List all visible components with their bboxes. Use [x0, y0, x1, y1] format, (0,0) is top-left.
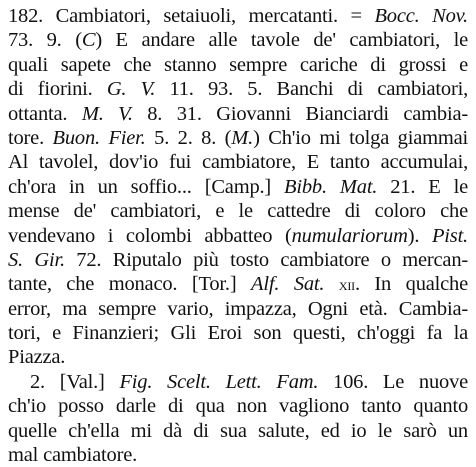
citation-abbreviation: Bibb. Mat. — [284, 175, 378, 198]
text-line — [8, 224, 468, 248]
roman-numeral: xii — [338, 274, 355, 295]
text-span: 21. E le — [377, 175, 468, 198]
text-line — [8, 150, 468, 174]
text-span: ). — [407, 224, 432, 247]
text-line — [8, 4, 468, 28]
text-span: vendevano i colombi abbatteo ( — [8, 224, 292, 247]
text-line — [8, 199, 468, 223]
text-span: tante, che monaco. [Tor.] — [8, 273, 252, 296]
text-span: di fiorini. — [8, 78, 107, 101]
text-span: ) Ch'io mi tolga giammai — [253, 126, 468, 149]
citation-abbreviation: Fig. Scelt. Lett. Fam. — [119, 370, 319, 393]
text-span: 11. 93. 5. Banchi di cambiatori, — [155, 78, 468, 101]
text-span: Al tavolel, dov'io fui cambiatore, E tanto accumulai, — [8, 151, 468, 174]
text-span: mal cambiatore. — [8, 444, 138, 467]
text-line — [8, 443, 468, 467]
citation-abbreviation: Alf. Sat. — [251, 273, 325, 296]
citation-abbreviation: M. V. — [81, 102, 133, 125]
text-span: . In qualche — [354, 273, 468, 296]
text-line — [8, 297, 468, 321]
text-span: tori, e Finanzieri; Gli Eroi son questi, ch'oggi fa la — [8, 322, 468, 345]
text-line — [8, 126, 468, 150]
text-span: 106. Le nuove — [318, 370, 468, 393]
text-line — [8, 345, 468, 369]
text-span: 182. Cambiatori, setaiuoli, mercatanti. = — [8, 5, 375, 27]
text-span: ) E andare alle tavole de' cambiatori, le — [95, 29, 468, 52]
text-line — [8, 272, 468, 296]
dictionary-entry — [8, 4, 468, 467]
text-span: 5. 2. 8. ( — [145, 126, 232, 149]
citation-abbreviation: C — [81, 29, 96, 52]
text-span: 2. [Val.] — [30, 370, 120, 393]
text-span: ch'ora in un soffio... [Camp.] — [8, 175, 285, 198]
text-span — [324, 273, 339, 295]
text-span: 8. 31. Giovanni Bianciardi cambia- — [132, 102, 468, 125]
text-line — [8, 175, 468, 199]
citation-abbreviation: Buon. Fier. — [52, 126, 146, 149]
text-span: 72. Riputalo più tosto cambiatore o mercan- — [64, 248, 468, 271]
text-line — [8, 28, 468, 52]
text-line — [8, 321, 468, 345]
text-span: quelle ch'ella mi dà di sua salute, ed io le sarò un — [8, 419, 468, 442]
text-span: mense de' cambiatori, e le cattedre di coloro che — [8, 200, 468, 223]
text-line — [8, 53, 468, 77]
citation-abbreviation: M. — [231, 126, 254, 149]
citation-abbreviation: S. Gir. — [8, 248, 65, 271]
text-line — [8, 419, 468, 443]
text-span: error, ma sempre vario, impazza, Ogni età. Cambia- — [8, 297, 468, 320]
citation-abbreviation: G. V. — [106, 78, 156, 101]
text-line — [8, 370, 468, 394]
text-line — [8, 394, 468, 418]
citation-abbreviation: numulariorum — [291, 224, 408, 247]
text-span: quali sapete che stanno sempre cariche di grossi e — [8, 53, 468, 76]
citation-abbreviation: Bocc. Nov. — [374, 5, 468, 27]
text-span: tore. — [8, 126, 53, 149]
text-span: ottanta. — [8, 102, 82, 125]
text-span: 73. 9. ( — [8, 29, 82, 52]
text-span: ch'io posso darle di qua non vagliono tanto quanto — [8, 395, 468, 418]
text-line — [8, 102, 468, 126]
text-line — [8, 248, 468, 272]
citation-abbreviation: Pist. — [431, 224, 468, 247]
text-span: Piazza. — [8, 346, 66, 369]
text-line — [8, 77, 468, 101]
